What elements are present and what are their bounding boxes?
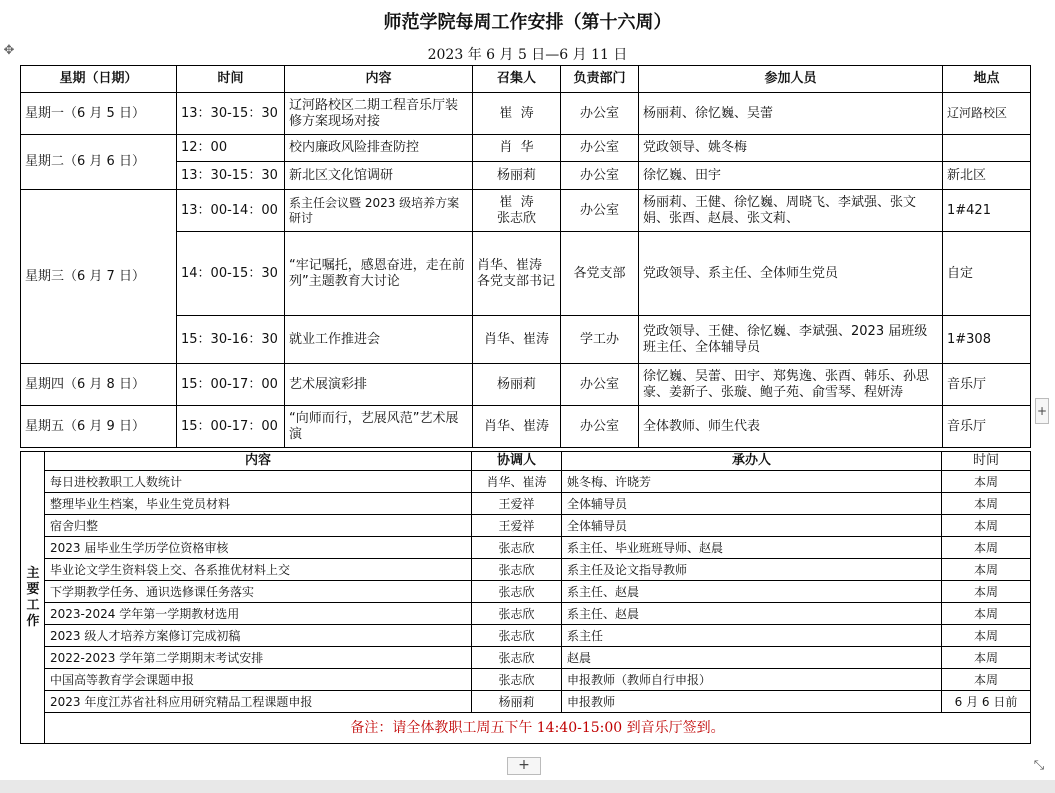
task-content: 2023-2024 学年第一学期教材选用 — [45, 603, 472, 625]
people-cell: 徐忆巍、吴蕾、田宇、郑隽逸、张酉、韩乐、孙思豪、姜新子、张璇、鲍子苑、俞雪琴、程妍涛 — [639, 364, 943, 406]
place-cell: 新北区 — [943, 162, 1031, 190]
convener-cell: 肖华、崔涛 — [473, 316, 561, 364]
time-cell: 14：00-15：30 — [177, 232, 285, 316]
dept-cell: 办公室 — [561, 406, 639, 448]
task-row — [21, 515, 1031, 537]
task-coord: 张志欣 — [472, 669, 562, 691]
schedule-header-row — [21, 66, 1031, 93]
dept-cell: 各党支部 — [561, 232, 639, 316]
add-column-button[interactable]: + — [1035, 398, 1049, 424]
task-time: 本周 — [942, 537, 1031, 559]
content-cell: 就业工作推进会 — [285, 316, 473, 364]
date-range: 2023 年 6 月 5 日—6 月 11 日 — [427, 47, 628, 63]
task-time: 本周 — [942, 559, 1031, 581]
task-content: 每日进校教职工人数统计 — [45, 471, 472, 493]
task-time: 6 月 6 日前 — [942, 691, 1031, 713]
content-cell: 新北区文化馆调研 — [285, 162, 473, 190]
header-place: 地点 — [943, 66, 1031, 93]
table-row — [21, 93, 1031, 135]
task-exec: 姚冬梅、许晓芳 — [562, 471, 942, 493]
task-row — [21, 559, 1031, 581]
task-row — [21, 647, 1031, 669]
day-cell: 星期四（6 月 8 日） — [21, 364, 177, 406]
dept-cell: 学工办 — [561, 316, 639, 364]
task-exec: 系主任、赵晨 — [562, 603, 942, 625]
header-dept: 负责部门 — [561, 66, 639, 93]
content-cell: “向师而行，艺展风范”艺术展演 — [285, 406, 473, 448]
day-cell: 星期三（6 月 7 日） — [21, 190, 177, 364]
task-content: 毕业论文学生资料袋上交、各系推优材料上交 — [45, 559, 472, 581]
time-cell: 13：00-14：00 — [177, 190, 285, 232]
task-exec: 系主任、毕业班班导师、赵晨 — [562, 537, 942, 559]
note-row — [21, 713, 1031, 744]
dept-cell: 办公室 — [561, 93, 639, 135]
schedule-table — [20, 65, 1031, 448]
place-cell: 1#421 — [943, 190, 1031, 232]
task-time: 本周 — [942, 647, 1031, 669]
place-cell: 音乐厅 — [943, 406, 1031, 448]
header-time: 时间 — [177, 66, 285, 93]
task-time: 本周 — [942, 581, 1031, 603]
main-tasks-label-text: 主要工作 — [26, 565, 40, 629]
task-row — [21, 581, 1031, 603]
status-strip — [0, 780, 1055, 793]
task-coord: 张志欣 — [472, 603, 562, 625]
task-row — [21, 625, 1031, 647]
day-cell: 星期二（6 月 6 日） — [21, 135, 177, 190]
time-cell: 15：00-17：00 — [177, 406, 285, 448]
table-row — [21, 135, 1031, 162]
content-cell: 校内廉政风险排查防控 — [285, 135, 473, 162]
task-time: 本周 — [942, 603, 1031, 625]
convener-cell: 崔 涛 张志欣 — [473, 190, 561, 232]
time-cell: 13：30-15：30 — [177, 162, 285, 190]
task-coord: 张志欣 — [472, 647, 562, 669]
people-cell: 全体教师、师生代表 — [639, 406, 943, 448]
convener-cell: 崔 涛 — [473, 93, 561, 135]
task-exec: 赵晨 — [562, 647, 942, 669]
task-content: 宿舍归整 — [45, 515, 472, 537]
dept-cell: 办公室 — [561, 190, 639, 232]
convener-cell: 肖 华 — [473, 135, 561, 162]
task-exec: 系主任 — [562, 625, 942, 647]
tasks-header-exec: 承办人 — [562, 452, 942, 471]
task-coord: 张志欣 — [472, 559, 562, 581]
time-cell: 13：30-15：30 — [177, 93, 285, 135]
task-coord: 王爱祥 — [472, 493, 562, 515]
task-coord: 张志欣 — [472, 537, 562, 559]
task-content: 2023 年度江苏省社科应用研究精品工程课题申报 — [45, 691, 472, 713]
task-exec: 申报教师（教师自行申报） — [562, 669, 942, 691]
dept-cell: 办公室 — [561, 135, 639, 162]
resize-handle-icon[interactable]: ⤡ — [1033, 758, 1045, 773]
task-content: 下学期教学任务、通识选修课任务落实 — [45, 581, 472, 603]
task-time: 本周 — [942, 493, 1031, 515]
task-content: 整理毕业生档案，毕业生党员材料 — [45, 493, 472, 515]
place-cell — [943, 135, 1031, 162]
task-time: 本周 — [942, 669, 1031, 691]
content-cell: 辽河路校区二期工程音乐厅装修方案现场对接 — [285, 93, 473, 135]
table-row — [21, 190, 1031, 232]
main-tasks-table — [20, 451, 1031, 744]
place-cell: 音乐厅 — [943, 364, 1031, 406]
tasks-header-row — [21, 452, 1031, 471]
place-cell: 1#308 — [943, 316, 1031, 364]
people-cell: 党政领导、系主任、全体师生党员 — [639, 232, 943, 316]
task-coord: 杨丽莉 — [472, 691, 562, 713]
people-cell: 杨丽莉、王健、徐忆巍、周晓飞、李斌强、张文娟、张酉、赵晨、张文莉、 — [639, 190, 943, 232]
time-cell: 15：00-17：00 — [177, 364, 285, 406]
tasks-header-coord: 协调人 — [472, 452, 562, 471]
time-cell: 12：00 — [177, 135, 285, 162]
task-coord: 张志欣 — [472, 625, 562, 647]
convener-cell: 肖华、崔涛 各党支部书记 — [473, 232, 561, 316]
task-content: 2023 届毕业生学历学位资格审核 — [45, 537, 472, 559]
task-coord: 王爱祥 — [472, 515, 562, 537]
task-coord: 张志欣 — [472, 581, 562, 603]
task-exec: 全体辅导员 — [562, 515, 942, 537]
people-cell: 党政领导、王健、徐忆巍、李斌强、2023 届班级班主任、全体辅导员 — [639, 316, 943, 364]
task-row — [21, 603, 1031, 625]
people-cell: 杨丽莉、徐忆巍、吴蕾 — [639, 93, 943, 135]
place-cell: 自定 — [943, 232, 1031, 316]
content-cell: 艺术展演彩排 — [285, 364, 473, 406]
header-content: 内容 — [285, 66, 473, 93]
task-exec: 申报教师 — [562, 691, 942, 713]
time-cell: 15：30-16：30 — [177, 316, 285, 364]
header-day: 星期（日期） — [21, 66, 177, 93]
day-cell: 星期五（6 月 9 日） — [21, 406, 177, 448]
task-row — [21, 493, 1031, 515]
table-move-icon[interactable]: ✥ — [3, 43, 15, 58]
dept-cell: 办公室 — [561, 364, 639, 406]
convener-cell: 肖华、崔涛 — [473, 406, 561, 448]
task-row — [21, 669, 1031, 691]
people-cell: 党政领导、姚冬梅 — [639, 135, 943, 162]
document-title: 师范学院每周工作安排（第十六周） — [383, 12, 672, 33]
task-row — [21, 537, 1031, 559]
task-content: 2023 级人才培养方案修订完成初稿 — [45, 625, 472, 647]
day-cell: 星期一（6 月 5 日） — [21, 93, 177, 135]
task-exec: 全体辅导员 — [562, 493, 942, 515]
table-row — [21, 364, 1031, 406]
tasks-header-time: 时间 — [942, 452, 1031, 471]
header-convener: 召集人 — [473, 66, 561, 93]
tasks-header-content: 内容 — [45, 452, 472, 471]
convener-cell: 杨丽莉 — [473, 364, 561, 406]
table-row — [21, 406, 1031, 448]
task-exec: 系主任及论文指导教师 — [562, 559, 942, 581]
main-tasks-label — [21, 452, 45, 744]
task-content: 2022-2023 学年第二学期期末考试安排 — [45, 647, 472, 669]
task-time: 本周 — [942, 515, 1031, 537]
dept-cell: 办公室 — [561, 162, 639, 190]
note-text: 备注：请全体教职工周五下午 14:40-15:00 到音乐厅签到。 — [45, 713, 1031, 744]
header-people: 参加人员 — [639, 66, 943, 93]
convener-cell: 杨丽莉 — [473, 162, 561, 190]
task-exec: 系主任、赵晨 — [562, 581, 942, 603]
task-coord: 肖华、崔涛 — [472, 471, 562, 493]
task-time: 本周 — [942, 471, 1031, 493]
task-time: 本周 — [942, 625, 1031, 647]
task-content: 中国高等教育学会课题申报 — [45, 669, 472, 691]
task-row — [21, 471, 1031, 493]
people-cell: 徐忆巍、田宇 — [639, 162, 943, 190]
place-cell: 辽河路校区 — [943, 93, 1031, 135]
add-row-button[interactable]: + — [507, 757, 541, 775]
content-cell: 系主任会议暨 2023 级培养方案研讨 — [285, 190, 473, 232]
task-row — [21, 691, 1031, 713]
content-cell: “牢记嘱托，感恩奋进，走在前列”主题教育大讨论 — [285, 232, 473, 316]
